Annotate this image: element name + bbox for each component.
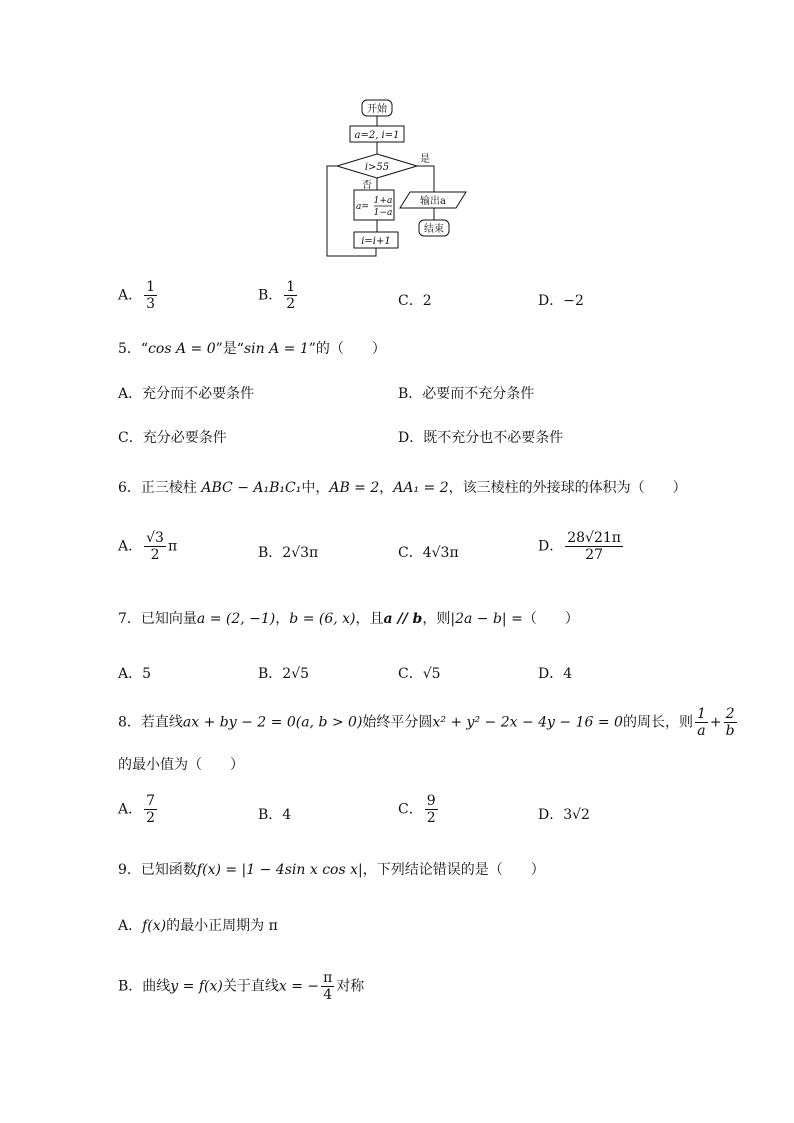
- q8-stem-line2: 的最小值为（ ）: [118, 757, 244, 773]
- flowchart-assign-den: 1−a: [373, 208, 393, 218]
- q5-stem: 5．“cos A = 0”是“sin A = 1”的（ ）: [118, 341, 386, 357]
- flowchart-increment-text: i=i+1: [361, 236, 391, 247]
- q5-option-b[interactable]: B．必要而不充分条件: [398, 386, 535, 402]
- q8-option-b[interactable]: B．4: [258, 807, 292, 823]
- flowchart-output-text: 输出a: [420, 196, 446, 207]
- q7-option-a[interactable]: A．5: [118, 666, 152, 682]
- q7-option-b[interactable]: B．2√5: [258, 666, 310, 682]
- q6-option-d[interactable]: D． $\frac{28√21\pi}{27}$: [538, 530, 621, 564]
- q6-option-c[interactable]: C．4√3π: [398, 545, 459, 561]
- q5-option-d[interactable]: D．既不充分也不必要条件: [398, 430, 564, 446]
- flowchart-start-text: 开始: [367, 104, 387, 115]
- q7-stem: 7．已知向量a = (2, −1)，b = (6, x)，且a // b，则|2a − b| =（ ）: [118, 611, 579, 627]
- q8-option-a[interactable]: A． $\frac{7}{2}$: [118, 793, 156, 827]
- flowchart-init-text: a=2, i=1: [354, 130, 400, 141]
- flowchart-assign-num: 1+a: [373, 196, 393, 206]
- q9-option-a[interactable]: A．f(x)的最小正周期为 π: [118, 918, 278, 934]
- q4-option-b[interactable]: B． $\frac{1}{2}$: [258, 279, 296, 313]
- q9-option-b[interactable]: B．曲线y = f(x)关于直线x = − $\frac{\pi}{4}$ 对称: [118, 970, 365, 1004]
- q5-option-a[interactable]: A．充分而不必要条件: [118, 386, 255, 402]
- flowchart-yes-text: 是: [420, 154, 430, 165]
- q6-option-b[interactable]: B．2√3π: [258, 545, 319, 561]
- flowchart-no-text: 否: [362, 180, 372, 191]
- q9-stem: 9．已知函数f(x) = |1 − 4sin x cos x|，下列结论错误的是（ ）: [118, 862, 545, 878]
- q8-option-c[interactable]: C． $\frac{9}{2}$: [398, 793, 436, 827]
- q5-option-c[interactable]: C．充分必要条件: [118, 430, 227, 446]
- flowchart-assign-lhs: a=: [356, 202, 369, 212]
- q4-option-c[interactable]: C．2: [398, 293, 432, 309]
- q8-option-d[interactable]: D．3√2: [538, 807, 590, 823]
- q7-option-c[interactable]: C．√5: [398, 666, 441, 682]
- q6-option-a[interactable]: A． $\frac{√3}{2}$ π: [118, 530, 178, 564]
- flowchart-condition-text: i>55: [364, 162, 390, 173]
- q4-option-a[interactable]: A． $\frac{1}{3}$: [118, 279, 156, 313]
- flowchart-end-text: 结束: [424, 224, 444, 235]
- q4-option-d[interactable]: D．−2: [538, 293, 584, 309]
- q6-stem: 6．正三棱柱 ABC − A₁B₁C₁中，AB = 2，AA₁ = 2，该三棱柱的外接球的体积为（ ）: [118, 480, 687, 496]
- q7-option-d[interactable]: D．4: [538, 666, 573, 682]
- q8-stem: 8．若直线ax + by − 2 = 0(a, b > 0)始终平分圆x² + y² − 2x − 4y − 16 = 0的周长，则 $\frac{1}{a}$ + $\frac{2}{b}$: [118, 706, 735, 740]
- flowchart: [318, 94, 478, 264]
